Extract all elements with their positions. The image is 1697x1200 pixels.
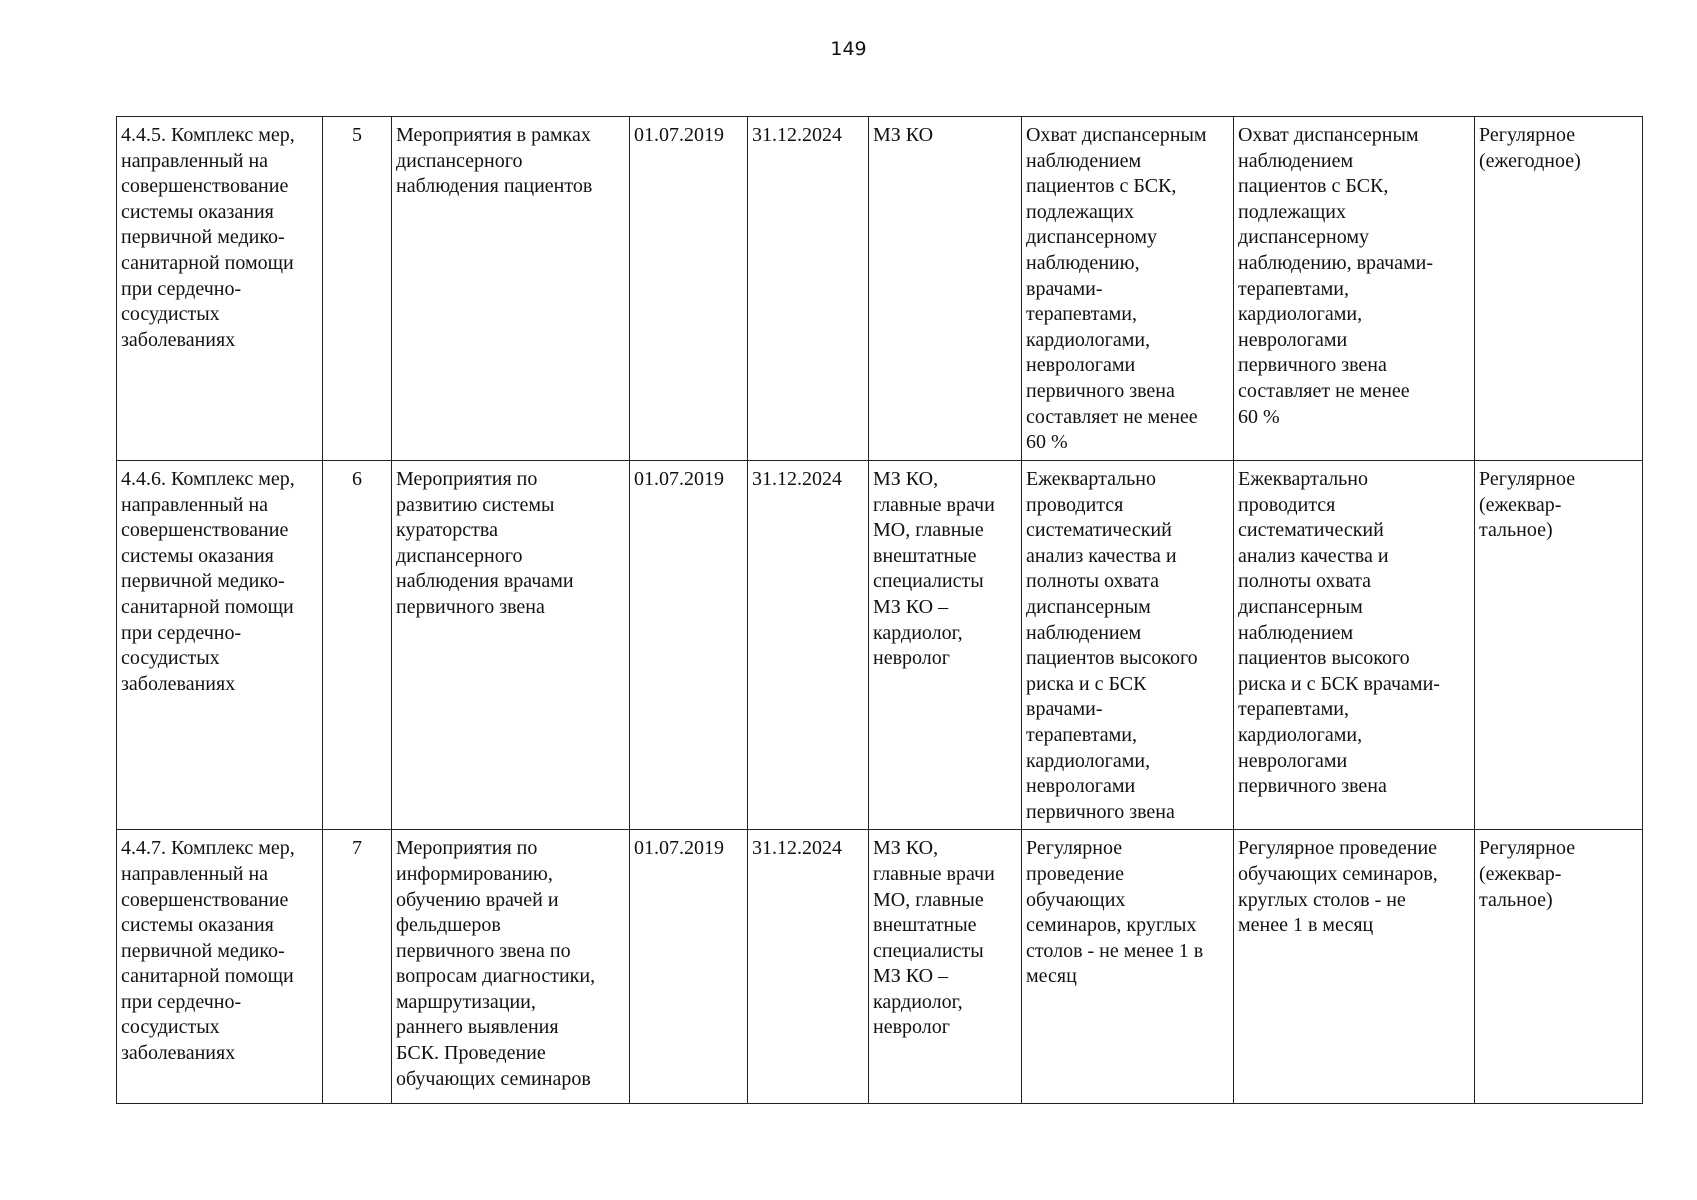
start-date-cell: 01.07.2019 xyxy=(630,117,748,461)
responsible-cell: МЗ КО, главные врачи МО, главные внештатные специалисты МЗ КО – кардиолог, невролог xyxy=(869,461,1022,830)
responsible-cell: МЗ КО xyxy=(869,117,1022,461)
periodicity-cell: Регулярное (ежегодное) xyxy=(1475,117,1643,461)
table-row xyxy=(117,830,1643,1104)
number-cell: 5 xyxy=(323,117,392,461)
responsible-cell: МЗ КО, главные врачи МО, главные внештатные специалисты МЗ КО – кардиолог, невролог xyxy=(869,830,1022,1104)
start-date-cell: 01.07.2019 xyxy=(630,830,748,1104)
event-cell: Мероприятия в рамках диспансерного наблюдения пациентов xyxy=(392,117,630,461)
number-cell: 7 xyxy=(323,830,392,1104)
periodicity-cell: Регулярное (ежеквар- тальное) xyxy=(1475,830,1643,1104)
event-cell: Мероприятия по информированию, обучению врачей и фельдшеров первичного звена по вопросам диагностики, маршрутизации, раннего выявления БСК. Проведение обучающих семинаров xyxy=(392,830,630,1104)
plan-table xyxy=(116,116,1643,1104)
number-cell: 6 xyxy=(323,461,392,830)
result-cell: Охват диспансерным наблюдением пациентов с БСК, подлежащих диспансерному наблюдению, врачами- терапевтами, кардиологами, неврологами первичного звена составляет не менее 60 % xyxy=(1022,117,1234,461)
event-cell: Мероприятия по развитию системы кураторства диспансерного наблюдения врачами первичного звена xyxy=(392,461,630,830)
start-date-cell: 01.07.2019 xyxy=(630,461,748,830)
end-date-cell: 31.12.2024 xyxy=(748,461,869,830)
table-row xyxy=(117,117,1643,461)
task-cell: 4.4.6. Комплекс мер, направленный на совершенствование системы оказания первичной медико- санитарной помощи при сердечно- сосудистых заболеваниях xyxy=(117,461,323,830)
task-cell: 4.4.7. Комплекс мер, направленный на совершенствование системы оказания первичной медико- санитарной помощи при сердечно- сосудистых заболеваниях xyxy=(117,830,323,1104)
table-row xyxy=(117,461,1643,830)
result-cell: Ежеквартально проводится систематический анализ качества и полноты охвата диспансерным наблюдением пациентов высокого риска и с БСК врачами- терапевтами, кардиологами, неврологами первичного звена xyxy=(1022,461,1234,830)
indicator-cell: Ежеквартально проводится систематический анализ качества и полноты охвата диспансерным наблюдением пациентов высокого риска и с БСК врачами- терапевтами, кардиологами, неврологами первичного звена xyxy=(1234,461,1475,830)
page-number: 149 xyxy=(830,38,867,60)
indicator-cell: Регулярное проведение обучающих семинаров, круглых столов - не менее 1 в месяц xyxy=(1234,830,1475,1104)
end-date-cell: 31.12.2024 xyxy=(748,117,869,461)
result-cell: Регулярное проведение обучающих семинаров, круглых столов - не менее 1 в месяц xyxy=(1022,830,1234,1104)
periodicity-cell: Регулярное (ежеквар- тальное) xyxy=(1475,461,1643,830)
indicator-cell: Охват диспансерным наблюдением пациентов с БСК, подлежащих диспансерному наблюдению, врачами- терапевтами, кардиологами, неврологами первичного звена составляет не менее 60 % xyxy=(1234,117,1475,461)
end-date-cell: 31.12.2024 xyxy=(748,830,869,1104)
task-cell: 4.4.5. Комплекс мер, направленный на совершенствование системы оказания первичной медико- санитарной помощи при сердечно- сосудистых заболеваниях xyxy=(117,117,323,461)
